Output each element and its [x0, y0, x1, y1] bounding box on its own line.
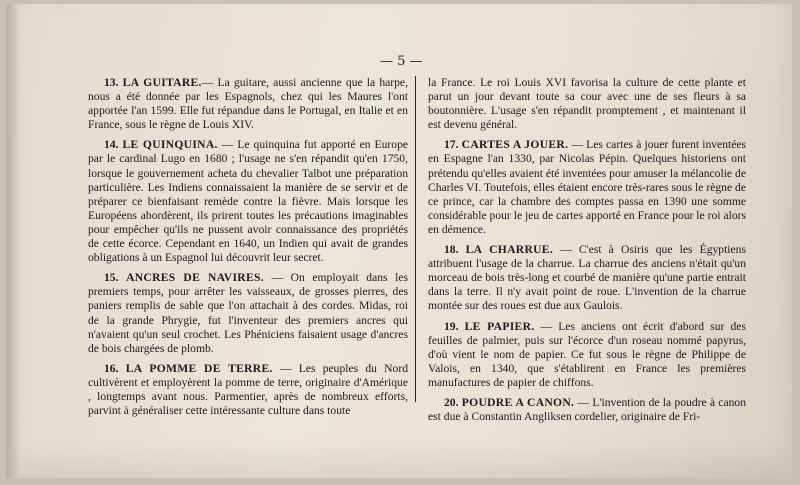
entry-18 — [428, 243, 746, 313]
entry-number: 19. — [444, 319, 459, 333]
entry-text: — Les cartes à jouer furent inventées en Espagne l'an 1330, par Nicolas Pépin. Quelques historiens ont prétendu qu'elles avaient été inventées pour amuser la mélancolie de Charles VI. Toutefois, elles étaient encore très-rares sous le règne de ce prince, car la chambre des comptes passa en 1390 une somme considérable pour le jeu de cartes apporté en France pour le roi alors en démence. — [428, 138, 747, 236]
entry-number: 14. — [104, 138, 119, 152]
right-column — [428, 76, 746, 430]
entry-text: — La guitare, aussi ancienne que la harpe, nous a été donnée par les Espagnols, chez qui les Maures l'ont apportée l'an 1599. Elle fut répandue dans le Portugal, en Italie et en France, sous le règne de Louis XIV. — [88, 76, 408, 132]
entry-title: LE QUINQUINA. — [122, 138, 218, 152]
entry-16 — [88, 362, 408, 418]
entry-number: 20. — [444, 395, 459, 409]
entry-text: — Le quinquina fut apporté en Europe par le cardinal Lugo en 1680 ; l'usage ne s'en répandit qu'en 1750, lorsque le gouvernement acheta du chevalier Talbot une préparation particulière. Les Indiens connaissaient la manière de se servir et de préparer ce bienfaisant remède contre la fièvre. Mais lorsque les Européens abordèrent, ils prirent toutes les précautions imaginables pour empêcher qu'ils ne pussent avoir connaissance des propriétés de cette écorce. Cependant en 1640, un Indien qui avait de grandes obligations à un Espagnol lui découvrit leur secret. — [88, 138, 409, 265]
left-column — [88, 76, 408, 424]
entry-17 — [428, 138, 746, 237]
entry-text: — L'invention de la poudre à canon est due à Constantin Angliksen cordelier, originaire de Fri- — [428, 395, 746, 424]
page-fold-shadow — [6, 4, 20, 478]
entry-15 — [88, 271, 408, 356]
entry-title: ANCRES DE NAVIRES. — [126, 271, 264, 285]
entry-number: 18. — [444, 243, 459, 257]
entry-20 — [428, 396, 746, 424]
entry-number: 16. — [104, 361, 119, 375]
entry-number: 17. — [444, 138, 459, 152]
entry-text: — Les anciens ont écrit d'abord sur des feuilles de palmier, puis sur l'écorce d'un roseau nommé papyrus, d'où vient le nom de papier. Ce fut sous le règne de Philippe de Valois, en 1340, que s'établirent en France les premières manufactures de papier de chiffons. — [428, 319, 746, 389]
entry-text: — C'est à Osiris que les Égyptiens attribuent l'usage de la charrue. La charrue des anciens n'était qu'un morceau de bois très-long et courbé de manière qu'une partie entrait dans la terre. Il n'y avait point de roue. L'invention de la charrue montée sur des roues est due aux Gaulois. — [428, 243, 746, 313]
entry-19 — [428, 320, 746, 390]
book-page — [6, 4, 792, 478]
entry-13 — [88, 76, 408, 132]
entry-number: 13. — [104, 76, 119, 89]
column-divider — [415, 76, 416, 402]
entry-title: LE PAPIER. — [464, 319, 535, 333]
entry-14 — [88, 138, 408, 265]
entry-number: 15. — [104, 271, 119, 285]
entry-text: — On employait dans les premiers temps, pour arrêter les vaisseaux, de grosses pierres, des paniers remplis de sable que l'on attachait à des cordes. Midas, roi de la grande Phrygie, fut l'inventeur des premiers ancres qui n'avaient qu'un seul crochet. Les Phéniciens faisaient usage d'ancres de bois chargées de plomb. — [88, 271, 408, 355]
entry-title: LA POMME DE TERRE. — [125, 361, 273, 375]
entry-title: POUDRE A CANON. — [461, 395, 575, 409]
entry-title: LA GUITARE. — [122, 76, 202, 89]
page-number: — 5 — — [380, 54, 423, 69]
entry-text: — Les peuples du Nord cultivèrent et employèrent la pomme de terre, originaire d'Amérique , longtemps avant nous. Parmentier, après de nombreux efforts, parvint à généraliser cette intéressante culture dans toute — [88, 361, 409, 418]
entry-title: CARTES A JOUER. — [461, 138, 569, 152]
entry-title: LA CHARRUE. — [465, 243, 554, 257]
entry-16-continuation: la France. Le roi Louis XVI favorisa la culture de cette plante et parut un jour devant toute sa cour avec une de ses fleurs à sa boutonnière. L'usage s'en répandit promptement , et maintenant il est devenu général. — [428, 76, 746, 132]
